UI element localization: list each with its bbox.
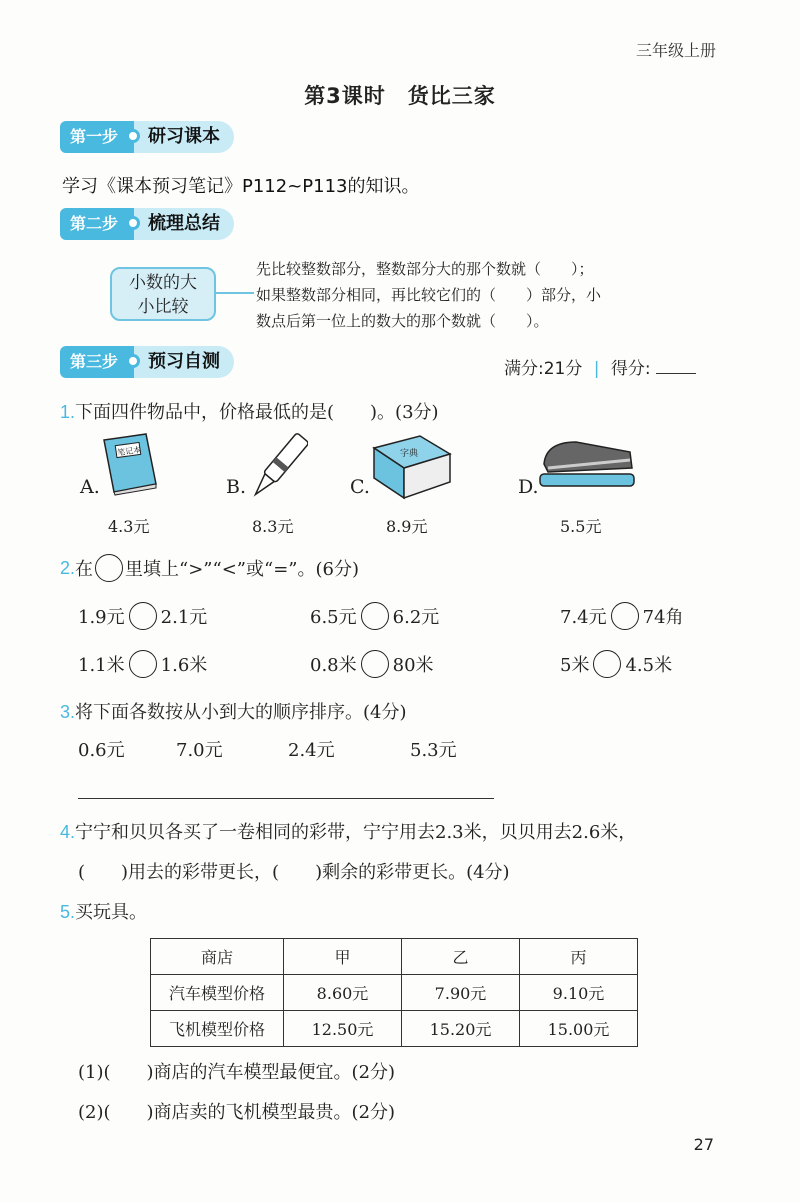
concept-line-1: 小数的大 [129,273,197,293]
q2-pair-6 [560,650,672,678]
score-area [504,354,696,379]
q2-pair-3-left: 7.4元 [560,607,607,628]
q1-price-c: 8.9元 [386,517,428,536]
table-header: 商店 [151,939,284,975]
concept-line-2: 小比较 [137,297,189,317]
table-cell: 8.60元 [284,975,402,1011]
table-row [151,1011,638,1047]
q2-prompt-pre: 在 [75,559,94,580]
q2-pair-3-right: 74角 [642,607,684,628]
table-row [151,975,638,1011]
table-cell: 15.20元 [402,1011,520,1047]
q2-circle-6[interactable] [593,650,621,678]
q2-prompt-post: 里填上“>”“<”或“=”。(6分) [125,559,359,580]
q2-circle-1[interactable] [129,602,157,630]
table-cell: 7.90元 [402,975,520,1011]
q2-pair-5 [310,650,434,678]
q1-text [60,398,439,424]
q4-line-2: ( )用去的彩带更长，( )剩余的彩带更长。(4分) [78,862,510,883]
q4-number: 4. [60,822,76,842]
q2-circle-5[interactable] [361,650,389,678]
table-header: 甲 [284,939,402,975]
table-header: 丙 [520,939,638,975]
q2-pair-3 [560,602,684,630]
q2-pair-2-right: 6.2元 [392,607,440,628]
score-blank[interactable] [656,373,696,374]
step-2-name: 梳理总结 [134,208,234,240]
q5-prompt: 买玩具。 [75,902,148,923]
rule-line-1: 先比较整数部分，整数部分大的那个数就（ ）； [256,260,594,278]
q2-text [60,554,359,582]
table-cell: 9.10元 [520,975,638,1011]
q2-circle-4[interactable] [129,650,157,678]
table-cell: 15.00元 [520,1011,638,1047]
concept-box [110,267,216,321]
table-cell: 汽车模型价格 [151,975,284,1011]
score-divider: | [593,359,600,379]
q2-circle-sample [95,554,123,582]
q5-sub-2: (2)( )商店卖的飞机模型最贵。(2分) [78,1102,396,1123]
q2-pair-4 [78,650,207,678]
q3-value-3: 2.4元 [288,740,335,761]
q4-line-1 [60,818,636,844]
table-cell: 飞机模型价格 [151,1011,284,1047]
q1-option-c-letter: C. [350,476,370,498]
notebook-icon [100,432,160,496]
q2-circle-2[interactable] [361,602,389,630]
q1-price-a: 4.3元 [108,517,150,536]
rule-line-2: 如果整数部分相同，再比较它们的（ ）部分，小 [256,286,602,304]
q1-price-b: 8.3元 [252,517,294,536]
q3-number: 3. [60,702,76,722]
step-2-tag: 第二步 [60,208,134,240]
step-1-tag: 第一步 [60,121,134,153]
dictionary-label: 字典 [400,449,419,459]
full-score: 满分:21分 [504,359,583,379]
step-3-tag: 第三步 [60,346,134,378]
q2-pair-4-right: 1.6米 [160,655,208,676]
q1-price-d: 5.5元 [560,517,602,536]
page-number: 27 [693,1135,714,1154]
price-table [150,938,638,1047]
q1-option-b-letter: B. [226,476,247,498]
q3-value-1: 0.6元 [78,740,125,761]
stapler-icon [536,434,640,494]
q3-answer-line[interactable] [78,798,494,799]
q2-pair-2 [310,602,439,630]
q5-sub-1: (1)( )商店的汽车模型最便宜。(2分) [78,1062,396,1083]
q2-pair-2-left: 6.5元 [310,607,357,628]
q3-value-4: 5.3元 [410,740,457,761]
q2-pair-5-left: 0.8米 [310,655,357,676]
table-header-row [151,939,638,975]
table-header: 乙 [402,939,520,975]
q2-pair-6-left: 5米 [560,655,590,676]
q2-pair-1 [78,602,207,630]
q3-text [60,698,407,724]
q2-pair-1-left: 1.9元 [78,607,125,628]
q3-prompt: 将下面各数按从小到大的顺序排序。(4分) [75,702,407,723]
step-1-name: 研习课本 [134,121,234,153]
dictionary-icon [370,434,454,502]
q2-pair-5-right: 80米 [392,655,434,676]
q1-option-d-letter: D. [518,476,539,498]
table-cell: 12.50元 [284,1011,402,1047]
q5-number: 5. [60,902,76,922]
study-text: 学习《课本预习笔记》P112~P113的知识。 [62,176,420,197]
q2-pair-6-right: 4.5米 [625,655,673,676]
notebook-label: 笔记本 [116,445,142,458]
q2-pair-4-left: 1.1米 [78,655,125,676]
pen-icon [244,430,308,510]
q1-prompt: 下面四件物品中，价格最低的是( )。(3分) [75,402,439,423]
summary-rules [256,256,601,334]
q4-prompt-1: 宁宁和贝贝各买了一卷相同的彩带，宁宁用去2.3米，贝贝用去2.6米， [75,822,637,843]
step-2-header [60,208,234,240]
step-3-header [60,346,234,378]
connector-line [216,292,254,294]
score-got: 得分: [610,359,651,379]
q5-text [60,898,147,924]
q1-option-a-letter: A. [80,476,100,498]
q2-number: 2. [60,557,76,578]
q1-number: 1. [60,402,76,422]
step-1-header [60,121,234,153]
rule-line-3: 数点后第一位上的数大的那个数就（ ）。 [256,312,549,330]
q2-circle-3[interactable] [611,602,639,630]
q2-pair-1-right: 2.1元 [160,607,208,628]
step-3-name: 预习自测 [134,346,234,378]
q3-value-2: 7.0元 [176,740,223,761]
lesson-title: 第3课时 货比三家 [304,84,496,108]
grade-label: 三年级上册 [635,41,716,60]
